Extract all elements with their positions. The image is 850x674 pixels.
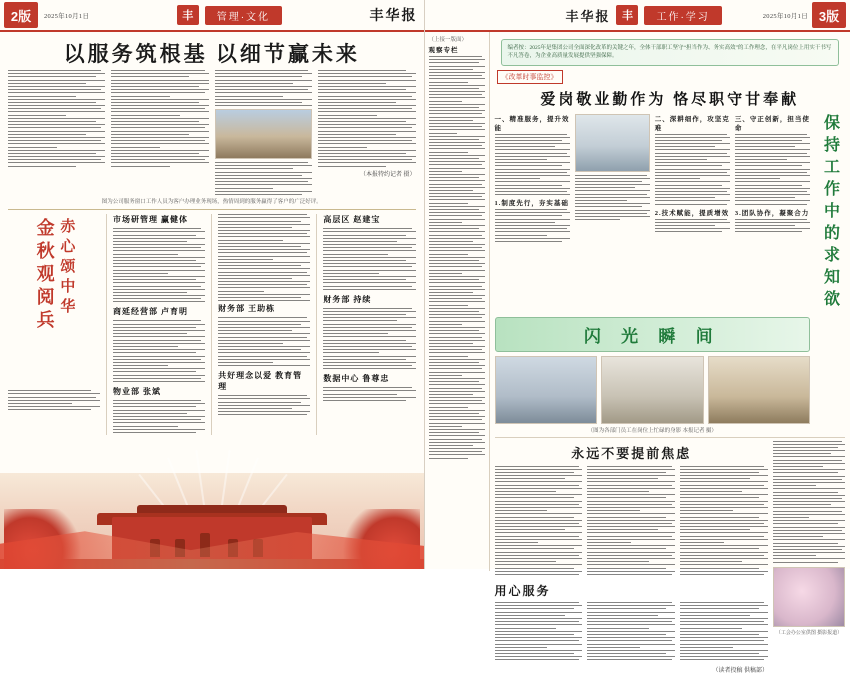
subhead-1: 一、精准服务，提升效能 bbox=[495, 114, 570, 132]
subhead-6: 3.团队协作，凝聚合力 bbox=[735, 208, 810, 217]
column-divider-2 bbox=[211, 214, 212, 435]
story-col-3 bbox=[680, 466, 768, 578]
paper-name-left: 丰华报 bbox=[370, 5, 418, 25]
section-heading-d: 财务部 王助栋 bbox=[218, 303, 310, 314]
right-col-1 bbox=[495, 114, 570, 312]
lead-columns bbox=[0, 70, 424, 197]
column-tag: 《改革时事监控》 bbox=[497, 70, 563, 84]
story-col-2 bbox=[587, 466, 675, 578]
flash-caption: （图为各部门员工在岗位上忙碌的身影 本报记者 摄） bbox=[495, 426, 811, 434]
lead-col-2 bbox=[111, 70, 208, 197]
editor-banner: 编者按：2025年是集团公司全面深化改革的关键之年，全体干部职工坚守“担当作为、务实高效”的工作理念，在平凡岗位上用实干书写不凡答卷，为企业高质量发展提供坚强保障。 bbox=[501, 39, 840, 66]
flash-section bbox=[495, 317, 811, 352]
section-heading-e: 共好理念以爱 教育管理 bbox=[218, 370, 310, 392]
lead-col-1 bbox=[8, 70, 105, 197]
page-3 bbox=[425, 0, 850, 569]
main-headline: 爱岗敬业勤作为 恪尽职守甘奉献 bbox=[495, 88, 846, 109]
section-heading-f: 高层区 赵建宝 bbox=[323, 214, 415, 225]
continued-note: （上接一版面） bbox=[429, 35, 485, 43]
lead-photo bbox=[215, 109, 312, 159]
page-number-badge-right: 3版 bbox=[812, 2, 846, 28]
section-label-right: 工作·学习 bbox=[644, 6, 721, 25]
masthead-right bbox=[425, 0, 850, 32]
flash-photo-2 bbox=[601, 356, 704, 424]
section-col-c bbox=[323, 214, 415, 435]
vertical-title-strip bbox=[815, 114, 845, 312]
poster-line-2: 赤心颂中华 bbox=[58, 218, 74, 386]
lead-headline: 以服务筑根基 以细节赢未来 bbox=[8, 38, 416, 68]
right-feature-column bbox=[773, 441, 845, 674]
story2-col-3 bbox=[680, 602, 768, 663]
story2-col-2 bbox=[587, 602, 675, 663]
column-divider-3 bbox=[316, 214, 317, 435]
story-title-1: 永远不要提前焦虑 bbox=[495, 443, 769, 462]
poster-line-1: 金秋观阅兵 bbox=[35, 218, 54, 386]
section-heading-a: 市场研管理 赢健体 bbox=[113, 214, 205, 225]
worker-photo bbox=[575, 114, 650, 172]
lead-col-3 bbox=[215, 70, 312, 197]
flash-title: 闪 光 瞬 间 bbox=[496, 318, 810, 351]
subhead-4: 1.制度先行，夯实基础 bbox=[495, 198, 570, 207]
paper-logo-icon-right: 丰 bbox=[616, 5, 638, 25]
section-heading-h: 数据中心 鲁尊忠 bbox=[323, 373, 415, 384]
flower-photo bbox=[773, 567, 845, 627]
section-col-b bbox=[218, 214, 310, 435]
paper-logo-icon: 丰 bbox=[177, 5, 199, 25]
flower-photo-caption: （工会办公室供图 摄影报道） bbox=[773, 629, 845, 636]
lead-photo-caption: 图为公司服务窗口工作人员为客户办理业务现场，热情周到的服务赢得了客户的广泛好评。 bbox=[8, 197, 416, 205]
issue-date-left: 2025年10月1日 bbox=[44, 11, 89, 20]
national-day-illustration bbox=[0, 473, 424, 569]
continued-column bbox=[425, 32, 490, 571]
right-col-4 bbox=[735, 114, 810, 312]
page-number-badge-left: 2版 bbox=[4, 2, 38, 28]
section-label-left: 管理·文化 bbox=[205, 6, 282, 25]
poster-column bbox=[8, 214, 100, 435]
subhead-2: 二、深耕细作，攻坚克难 bbox=[655, 114, 730, 132]
story-col-1 bbox=[495, 466, 583, 578]
section-heading-g: 财务部 持续 bbox=[323, 294, 415, 305]
right-col-3 bbox=[655, 114, 730, 312]
column-divider-1 bbox=[106, 214, 107, 435]
lead-col-4 bbox=[318, 70, 415, 197]
right-col-2 bbox=[575, 114, 650, 312]
flash-photo-3 bbox=[708, 356, 811, 424]
divider-right-1 bbox=[495, 437, 846, 438]
story-title-2: 用心服务 bbox=[495, 582, 769, 599]
section-col-a bbox=[113, 214, 205, 435]
page-2 bbox=[0, 0, 425, 569]
divider-1 bbox=[8, 209, 416, 210]
vertical-feature-title: 保持工作中的求知欲 bbox=[819, 114, 842, 312]
flash-photo-1 bbox=[495, 356, 598, 424]
issue-date-right: 2025年10月1日 bbox=[763, 11, 808, 20]
lead-source: （本报特约记者 摄） bbox=[318, 169, 415, 178]
paper-name-right: 丰华报 bbox=[565, 6, 610, 25]
lead-article bbox=[0, 32, 424, 70]
continued-title: 观察专栏 bbox=[429, 45, 485, 54]
story-signoff: （读者投稿 供稿部） bbox=[495, 665, 769, 674]
section-heading-c: 物业部 张斌 bbox=[113, 386, 205, 397]
masthead-left bbox=[0, 0, 424, 32]
section-heading-b: 商延经营部 卢育明 bbox=[113, 306, 205, 317]
subhead-3: 三、守正创新，担当使命 bbox=[735, 114, 810, 132]
story2-col-1 bbox=[495, 602, 583, 663]
subhead-5: 2.技术赋能，提质增效 bbox=[655, 208, 730, 217]
